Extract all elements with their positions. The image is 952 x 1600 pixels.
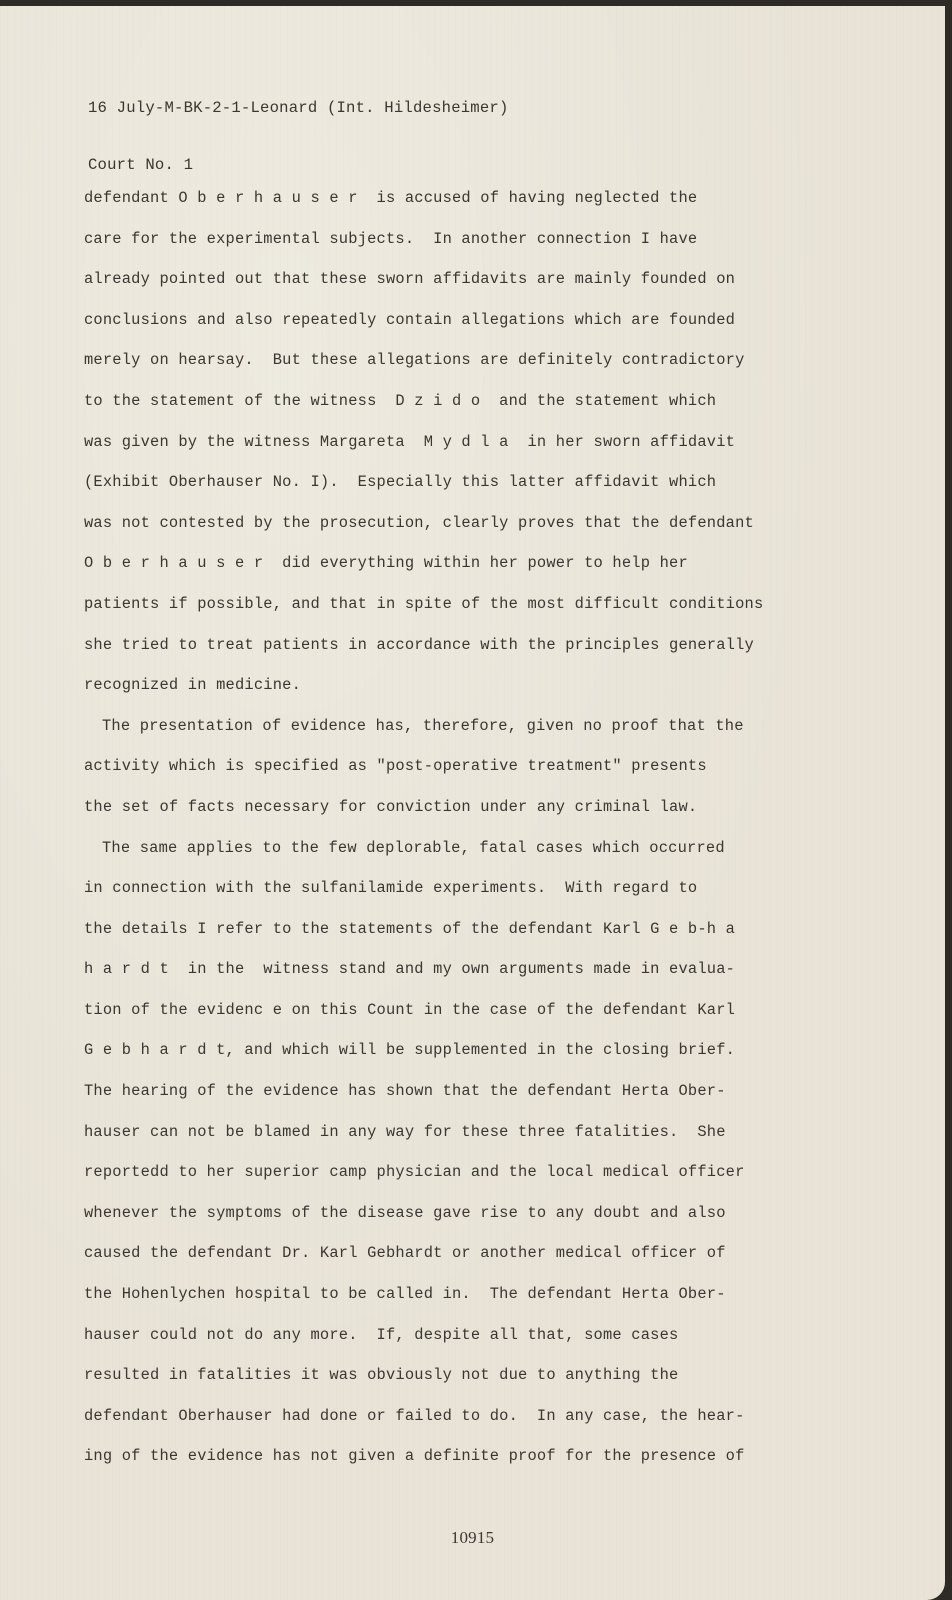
document-body (84, 188, 763, 1487)
text-line: the set of facts necessary for conviction under any criminal law. (84, 797, 698, 816)
text-line: The hearing of the evidence has shown that the defendant Herta Ober- (84, 1082, 726, 1101)
text-line: recognized in medicine. (84, 676, 302, 695)
text-line: The presentation of evidence has, therefore, given no proof that the (102, 716, 744, 735)
text-line: patients if possible, and that in spite of the most difficult conditions (84, 594, 764, 613)
text-line: conclusions and also repeatedly contain allegations which are founded (84, 310, 736, 329)
text-line: ing of the evidence has not given a definite proof for the presence of (84, 1447, 745, 1466)
text-line: care for the experimental subjects. In another connection I have (84, 229, 698, 248)
text-line: resulted in fatalities it was obviously not due to anything the (84, 1366, 679, 1385)
header-case-reference: 16 July-M-BK-2-1-Leonard (Int. Hildesheimer) (88, 99, 509, 117)
text-line: activity which is specified as "post-operative treatment" presents (84, 757, 707, 776)
text-line: the details I refer to the statements of the defendant Karl G e b-h a (84, 919, 736, 938)
text-line: hauser can not be blamed in any way for these three fatalities. She (84, 1122, 726, 1141)
text-line: in connection with the sulfanilamide experiments. With regard to (84, 879, 698, 898)
text-line: The same applies to the few deplorable, fatal cases which occurred (102, 838, 725, 857)
text-line: was not contested by the prosecution, clearly proves that the defendant (84, 513, 754, 532)
text-line: defendant O b e r h a u s e r is accused of having neglected the (84, 189, 698, 207)
text-line: defendant Oberhauser had done or failed to do. In any case, the hear- (84, 1406, 745, 1425)
text-line: tion of the evidenc e on this Count in the case of the defendant Karl (84, 1000, 736, 1019)
text-line: caused the defendant Dr. Karl Gebhardt or another medical officer of (84, 1244, 726, 1263)
text-line: was given by the witness Margareta M y d l a in her sworn affidavit (84, 432, 736, 451)
text-line: the Hohenlychen hospital to be called in. The defendant Herta Ober- (84, 1285, 726, 1304)
document-page (0, 6, 945, 1600)
text-line: merely on hearsay. But these allegations are definitely contradictory (84, 351, 745, 370)
text-line: reportedd to her superior camp physician and the local medical officer (84, 1163, 745, 1182)
text-line: she tried to treat patients in accordance with the principles generally (84, 635, 754, 654)
text-line: to the statement of the witness D z i d o and the statement which (84, 391, 717, 410)
text-line: (Exhibit Oberhauser No. I). Especially this latter affidavit which (84, 473, 717, 492)
header-court-number: Court No. 1 (88, 156, 194, 174)
text-line: whenever the symptoms of the disease gave rise to any doubt and also (84, 1203, 726, 1222)
text-line: hauser could not do any more. If, despite all that, some cases (84, 1325, 679, 1344)
text-line: O b e r h a u s e r did everything within her power to help her (84, 554, 688, 573)
text-line: already pointed out that these sworn affidavits are mainly founded on (84, 270, 736, 289)
text-line: h a r d t in the witness stand and my own arguments made in evalua- (84, 960, 736, 979)
text-line: G e b h a r d t, and which will be supplemented in the closing brief. (84, 1041, 736, 1060)
page-number: 10915 (450, 1528, 495, 1547)
